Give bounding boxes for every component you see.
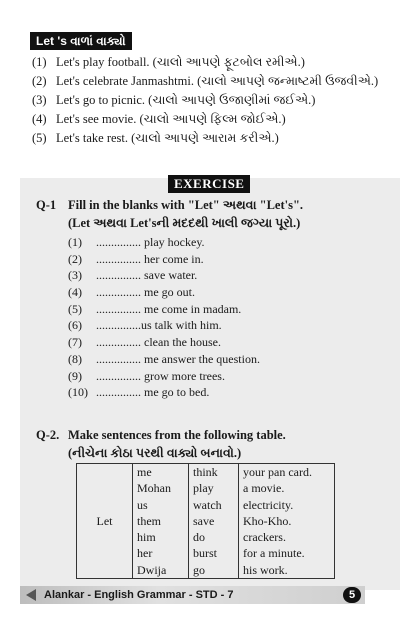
item-text: Let's play football. (ચાલો આપણે ફૂટબોલ રમીએ.) [56, 55, 305, 69]
item-number: (2) [32, 74, 47, 88]
table-cell: save [193, 513, 215, 528]
table-cell: a movie. [243, 481, 285, 496]
table-cell: burst [193, 546, 217, 561]
list-item [68, 284, 260, 301]
table-cell: her [137, 546, 153, 561]
table-cell: do [193, 530, 205, 545]
section-heading: Let 's વાળાં વાક્યો [30, 32, 132, 50]
item-text: ............... her come in. [96, 251, 204, 266]
table-cell: crackers. [243, 530, 286, 545]
item-text: ............... me go out. [96, 285, 195, 300]
list-item [68, 251, 260, 268]
item-text: Let's go to picnic. (ચાલો આપણે ઉજાણીમાં જઈએ.) [56, 93, 316, 107]
item-number: (4) [68, 285, 82, 300]
exercise-title: EXERCISE [168, 175, 250, 193]
question-instruction: (Let અથવા Let'sની મદદથી ખાલી જગ્યા પૂરો.) [68, 216, 301, 230]
table-cell: him [137, 530, 156, 545]
list-item [68, 267, 260, 284]
table-cell: Kho-Kho. [243, 513, 292, 528]
item-text: ............... clean the house. [96, 335, 221, 350]
list-item [32, 91, 402, 110]
item-number: (7) [68, 335, 82, 350]
list-item [68, 351, 260, 368]
list-item [68, 384, 260, 401]
table-cell: Mohan [137, 481, 171, 496]
fill-blanks-list [68, 234, 260, 401]
question-text: Fill in the blanks with "Let" અથવા "Let's". [68, 198, 304, 212]
question-number: Q-1 [36, 198, 57, 212]
list-item [68, 317, 260, 334]
table-cell: think [193, 465, 218, 479]
table-column-subjects [133, 464, 189, 579]
page-number: 5 [343, 587, 361, 603]
item-number: (10) [68, 385, 88, 400]
footer-title: Alankar - English Grammar - STD - 7 [44, 589, 234, 601]
item-number: (5) [32, 131, 47, 145]
table-cell: us [137, 497, 148, 512]
item-text: ............... me go to bed. [96, 385, 210, 400]
footer-bar [20, 586, 365, 604]
table-cell: watch [193, 497, 222, 512]
arrow-left-icon [26, 589, 36, 601]
question-text: Make sentences from the following table. [68, 428, 286, 442]
list-item [32, 129, 402, 148]
table-column-objects [239, 464, 335, 579]
table-cell: go [193, 562, 205, 577]
table-cell: electricity. [243, 497, 294, 512]
item-number: (6) [68, 318, 82, 333]
item-number: (4) [32, 112, 47, 126]
item-text: ...............us talk with him. [96, 318, 222, 333]
table-cell: me [137, 465, 152, 479]
table-cell: his work. [243, 562, 288, 577]
item-text: Let's celebrate Janmashtmi. (ચાલો આપણે જન્માષ્ટમી ઉજવીએ.) [56, 74, 379, 88]
item-number: (5) [68, 301, 82, 316]
list-item [32, 110, 402, 129]
list-item [32, 53, 402, 72]
item-number: (1) [68, 235, 82, 249]
question-number: Q-2. [36, 428, 60, 442]
item-text: ............... me answer the question. [96, 351, 260, 366]
item-text: ............... save water. [96, 268, 198, 283]
item-number: (2) [68, 251, 82, 266]
question-1-heading [36, 196, 396, 232]
item-text: ............... play hockey. [96, 235, 205, 249]
question-2-heading [36, 426, 396, 462]
item-text: ............... grow more trees. [96, 368, 225, 383]
list-item [68, 368, 260, 385]
list-item [68, 234, 260, 251]
item-number: (3) [32, 93, 47, 107]
item-text: Let's see movie. (ચાલો આપણે ફિલ્મ જોઈએ.) [56, 112, 286, 126]
table-cell-let: Let [77, 464, 133, 579]
item-number: (3) [68, 268, 82, 283]
table-cell: Dwija [137, 562, 167, 577]
table-cell: your pan card. [243, 465, 312, 479]
item-number: (9) [68, 368, 82, 383]
table-cell: play [193, 481, 214, 496]
list-item [68, 334, 260, 351]
list-item [32, 72, 402, 91]
example-list [32, 53, 402, 148]
table-column-verbs [189, 464, 239, 579]
item-text: ............... me come in madam. [96, 301, 242, 316]
item-number: (1) [32, 55, 47, 69]
item-text: Let's take rest. (ચાલો આપણે આરામ કરીએ.) [56, 131, 279, 145]
item-number: (8) [68, 351, 82, 366]
list-item [68, 301, 260, 318]
table-cell: for a minute. [243, 546, 305, 561]
table-cell: them [137, 513, 161, 528]
question-instruction: (નીચેના કોઠા પરથી વાક્યો બનાવો.) [68, 446, 242, 460]
sentence-table [76, 463, 335, 579]
